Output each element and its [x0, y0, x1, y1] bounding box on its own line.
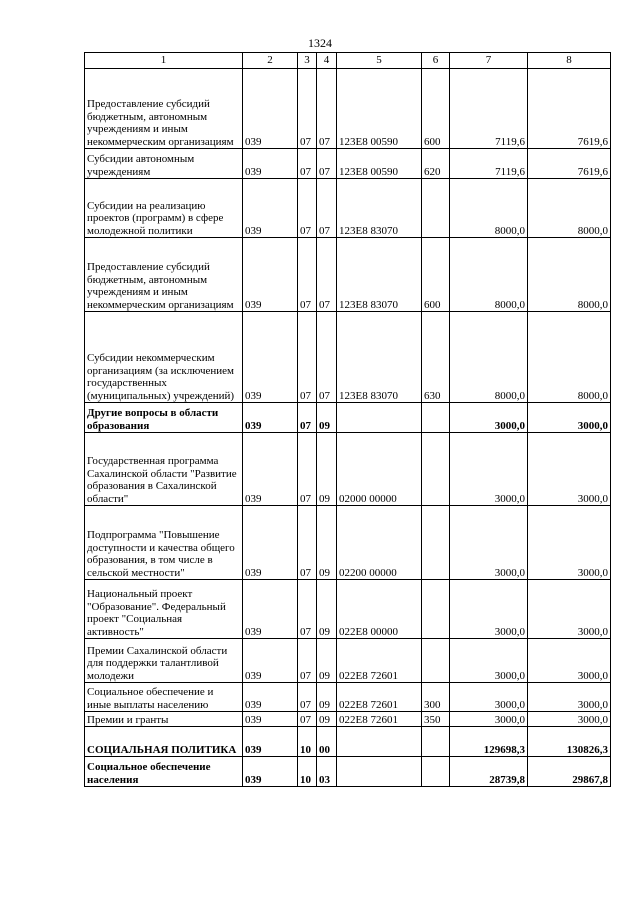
table-row [85, 727, 611, 757]
column-header: 4 [317, 53, 337, 69]
table-row [85, 312, 611, 403]
budget-table [84, 52, 611, 787]
row-name-cell: Субсидии автономным учреждениям [85, 149, 243, 179]
code-cell: 039 [243, 683, 298, 712]
page-number: 1324 [308, 36, 332, 50]
amount-year1-cell: 3000,0 [450, 639, 528, 683]
table-row [85, 149, 611, 179]
row-name-cell: СОЦИАЛЬНАЯ ПОЛИТИКА [85, 727, 243, 757]
target-article-cell: 123E8 00590 [337, 149, 422, 179]
amount-year2-cell: 8000,0 [528, 179, 611, 238]
target-article-cell: 022E8 72601 [337, 683, 422, 712]
section-cell: 10 [298, 727, 317, 757]
row-name-cell: Подпрограмма "Повышение доступности и качества общего образования, в том числе в сельской местности" [85, 506, 243, 580]
target-article-cell: 02200 00000 [337, 506, 422, 580]
row-name-cell: Субсидии на реализацию проектов (программ) в сфере молодежной политики [85, 179, 243, 238]
amount-year1-cell: 3000,0 [450, 506, 528, 580]
expense-type-cell [422, 179, 450, 238]
subsection-cell: 07 [317, 179, 337, 238]
section-cell: 07 [298, 238, 317, 312]
amount-year2-cell: 3000,0 [528, 506, 611, 580]
amount-year2-cell: 29867,8 [528, 757, 611, 787]
code-cell: 039 [243, 312, 298, 403]
column-header: 6 [422, 53, 450, 69]
column-header: 2 [243, 53, 298, 69]
section-cell: 07 [298, 712, 317, 727]
subsection-cell: 07 [317, 238, 337, 312]
subsection-cell: 09 [317, 506, 337, 580]
code-cell: 039 [243, 179, 298, 238]
target-article-cell: 123E8 83070 [337, 312, 422, 403]
expense-type-cell [422, 639, 450, 683]
amount-year1-cell: 8000,0 [450, 179, 528, 238]
expense-type-cell [422, 433, 450, 506]
row-name-cell: Социальное обеспечение населения [85, 757, 243, 787]
target-article-cell: 123E8 83070 [337, 238, 422, 312]
section-cell: 07 [298, 580, 317, 639]
row-name-cell: Субсидии некоммерческим организациям (за исключением государственных (муниципальных) учреждений) [85, 312, 243, 403]
section-cell: 07 [298, 403, 317, 433]
section-cell: 10 [298, 757, 317, 787]
code-cell: 039 [243, 639, 298, 683]
section-cell: 07 [298, 69, 317, 149]
expense-type-cell: 630 [422, 312, 450, 403]
table-row [85, 757, 611, 787]
expense-type-cell: 600 [422, 69, 450, 149]
code-cell: 039 [243, 403, 298, 433]
expense-type-cell [422, 506, 450, 580]
code-cell: 039 [243, 238, 298, 312]
amount-year1-cell: 28739,8 [450, 757, 528, 787]
amount-year1-cell: 7119,6 [450, 69, 528, 149]
section-cell: 07 [298, 639, 317, 683]
code-cell: 039 [243, 712, 298, 727]
target-article-cell [337, 757, 422, 787]
row-name-cell: Премии Сахалинской области для поддержки талантливой молодежи [85, 639, 243, 683]
section-cell: 07 [298, 506, 317, 580]
table-row [85, 580, 611, 639]
row-name-cell: Национальный проект "Образование". Федеральный проект "Социальная активность" [85, 580, 243, 639]
target-article-cell: 02000 00000 [337, 433, 422, 506]
code-cell: 039 [243, 69, 298, 149]
subsection-cell: 07 [317, 312, 337, 403]
amount-year1-cell: 129698,3 [450, 727, 528, 757]
row-name-cell: Премии и гранты [85, 712, 243, 727]
amount-year2-cell: 8000,0 [528, 238, 611, 312]
subsection-cell: 09 [317, 683, 337, 712]
expense-type-cell [422, 727, 450, 757]
amount-year2-cell: 8000,0 [528, 312, 611, 403]
target-article-cell: 123E8 00590 [337, 69, 422, 149]
table-row [85, 683, 611, 712]
subsection-cell: 09 [317, 403, 337, 433]
row-name-cell: Государственная программа Сахалинской области "Развитие образования в Сахалинской области" [85, 433, 243, 506]
column-header: 8 [528, 53, 611, 69]
amount-year2-cell: 3000,0 [528, 580, 611, 639]
table-row [85, 639, 611, 683]
amount-year1-cell: 3000,0 [450, 580, 528, 639]
subsection-cell: 09 [317, 433, 337, 506]
target-article-cell: 022E8 00000 [337, 580, 422, 639]
table-header-row [85, 53, 611, 69]
amount-year1-cell: 8000,0 [450, 312, 528, 403]
amount-year2-cell: 7619,6 [528, 149, 611, 179]
target-article-cell: 123E8 83070 [337, 179, 422, 238]
table-row [85, 433, 611, 506]
expense-type-cell: 300 [422, 683, 450, 712]
amount-year2-cell: 3000,0 [528, 433, 611, 506]
table-row [85, 712, 611, 727]
subsection-cell: 00 [317, 727, 337, 757]
amount-year1-cell: 3000,0 [450, 712, 528, 727]
expense-type-cell: 620 [422, 149, 450, 179]
section-cell: 07 [298, 312, 317, 403]
subsection-cell: 03 [317, 757, 337, 787]
amount-year2-cell: 3000,0 [528, 683, 611, 712]
expense-type-cell: 350 [422, 712, 450, 727]
row-name-cell: Предоставление субсидий бюджетным, автономным учреждениям и иным некоммерческим организациям [85, 238, 243, 312]
code-cell: 039 [243, 149, 298, 179]
table-row [85, 238, 611, 312]
subsection-cell: 07 [317, 149, 337, 179]
target-article-cell: 022E8 72601 [337, 712, 422, 727]
code-cell: 039 [243, 580, 298, 639]
subsection-cell: 07 [317, 69, 337, 149]
section-cell: 07 [298, 149, 317, 179]
expense-type-cell [422, 580, 450, 639]
column-header: 7 [450, 53, 528, 69]
code-cell: 039 [243, 727, 298, 757]
row-name-cell: Другие вопросы в области образования [85, 403, 243, 433]
table-row [85, 403, 611, 433]
row-name-cell: Предоставление субсидий бюджетным, автономным учреждениям и иным некоммерческим организациям [85, 69, 243, 149]
table-row [85, 69, 611, 149]
amount-year2-cell: 130826,3 [528, 727, 611, 757]
column-header: 5 [337, 53, 422, 69]
subsection-cell: 09 [317, 712, 337, 727]
code-cell: 039 [243, 433, 298, 506]
amount-year2-cell: 3000,0 [528, 639, 611, 683]
column-header: 1 [85, 53, 243, 69]
column-header: 3 [298, 53, 317, 69]
section-cell: 07 [298, 433, 317, 506]
target-article-cell [337, 403, 422, 433]
row-name-cell: Социальное обеспечение и иные выплаты населению [85, 683, 243, 712]
target-article-cell: 022E8 72601 [337, 639, 422, 683]
section-cell: 07 [298, 683, 317, 712]
table-row [85, 506, 611, 580]
subsection-cell: 09 [317, 580, 337, 639]
amount-year1-cell: 3000,0 [450, 683, 528, 712]
table-row [85, 179, 611, 238]
section-cell: 07 [298, 179, 317, 238]
expense-type-cell [422, 403, 450, 433]
amount-year2-cell: 3000,0 [528, 403, 611, 433]
amount-year1-cell: 3000,0 [450, 403, 528, 433]
amount-year2-cell: 7619,6 [528, 69, 611, 149]
code-cell: 039 [243, 757, 298, 787]
subsection-cell: 09 [317, 639, 337, 683]
code-cell: 039 [243, 506, 298, 580]
amount-year1-cell: 7119,6 [450, 149, 528, 179]
target-article-cell [337, 727, 422, 757]
amount-year1-cell: 3000,0 [450, 433, 528, 506]
expense-type-cell [422, 757, 450, 787]
amount-year1-cell: 8000,0 [450, 238, 528, 312]
amount-year2-cell: 3000,0 [528, 712, 611, 727]
expense-type-cell: 600 [422, 238, 450, 312]
